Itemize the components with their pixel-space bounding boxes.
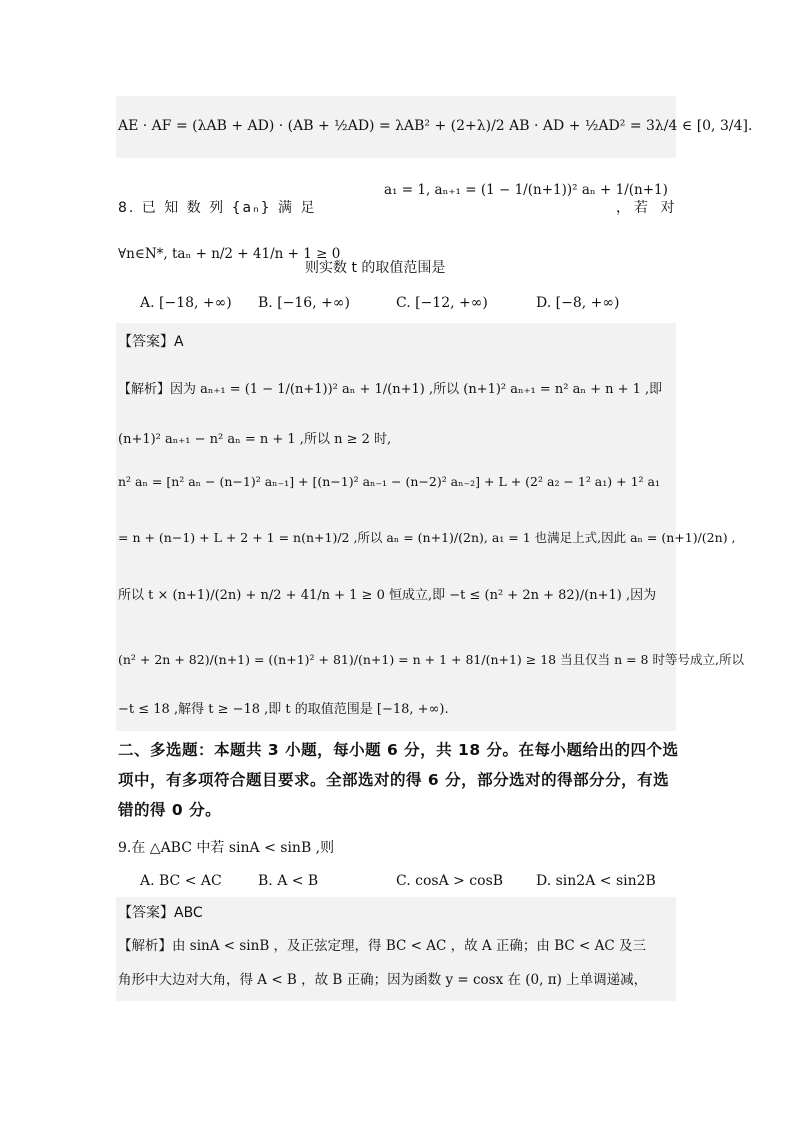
q8-stem-line2: ∀n∈N*, taₙ + n/2 + 41/n + 1 ≥ 0 — [118, 246, 341, 262]
q8-option-d: D. [−8, +∞) — [536, 295, 620, 311]
q8-answer: 【答案】A — [118, 334, 184, 350]
q8-option-b: B. [−16, +∞) — [258, 295, 350, 311]
top-formula: AE · AF = (λAB + AD) · (AB + ½AD) = λAB² + (2+λ)/2 AB · AD + ½AD² = 3λ/4 ∈ [0, 3/4]. — [118, 118, 753, 134]
q9-answer: 【答案】ABC — [118, 905, 203, 921]
q8-stem-line2-tail: 则实数 t 的取值范围是 — [305, 260, 446, 276]
q9-option-a: A. BC < AC — [140, 873, 222, 889]
section-heading-line-3: 错的得 0 分。 — [118, 801, 222, 819]
q8-stem-formula: a₁ = 1, aₙ₊₁ = (1 − 1/(n+1))² aₙ + 1/(n+1) — [384, 182, 668, 198]
q9-option-d: D. sin2A < sin2B — [536, 873, 656, 889]
q8-option-c: C. [−12, +∞) — [396, 295, 488, 311]
q8-solution-line-1: 【解析】因为 aₙ₊₁ = (1 − 1/(n+1))² aₙ + 1/(n+1) ,所以 (n+1)² aₙ₊₁ = n² aₙ + n + 1 ,即 — [118, 382, 663, 397]
q8-solution-line-3: n² aₙ = [n² aₙ − (n−1)² aₙ₋₁] + [(n−1)² aₙ₋₁ − (n−2)² aₙ₋₂] + L + (2² a₂ − 1² a₁) + 1² a₁ — [118, 474, 660, 489]
q8-solution-line-7: −t ≤ 18 ,解得 t ≥ −18 ,即 t 的取值范围是 [−18, +∞). — [118, 702, 449, 717]
q9-option-c: C. cosA > cosB — [396, 873, 504, 889]
q9-option-b: B. A < B — [258, 873, 319, 889]
q8-option-a: A. [−18, +∞) — [140, 295, 232, 311]
q8-solution-line-2: (n+1)² aₙ₊₁ − n² aₙ = n + 1 ,所以 n ≥ 2 时, — [118, 432, 392, 447]
q8-stem-label: 8. 已 知 数 列 {aₙ} 满 足 — [118, 200, 317, 216]
q8-solution-line-4: = n + (n−1) + L + 2 + 1 = n(n+1)/2 ,所以 aₙ = (n+1)/(2n), a₁ = 1 也满足上式,因此 aₙ = (n+1)/(2n) , — [118, 530, 736, 545]
section-heading-line-2: 项中，有多项符合题目要求。全部选对的得 6 分，部分选对的得部分分，有选 — [118, 771, 670, 789]
q9-solution-line-2: 角形中大边对大角，得 A < B ，故 B 正确；因为函数 y = cosx 在 (0, π) 上单调递减， — [118, 972, 648, 988]
q9-stem: 9.在 △ABC 中若 sinA < sinB ,则 — [118, 840, 335, 856]
q8-solution-line-6: (n² + 2n + 82)/(n+1) = ((n+1)² + 81)/(n+1) = n + 1 + 81/(n+1) ≥ 18 当且仅当 n = 8 时等号成立,所以 — [118, 652, 744, 667]
q9-solution-line-1: 【解析】由 sinA < sinB ，及正弦定理，得 BC < AC ，故 A 正确；由 BC < AC 及三 — [118, 938, 646, 954]
section-heading-line-1: 二、多选题：本题共 3 小题，每小题 6 分，共 18 分。在每小题给出的四个选 — [118, 741, 679, 759]
q8-stem-tail: ，若 对 — [616, 200, 679, 216]
q8-solution-line-5: 所以 t × (n+1)/(2n) + n/2 + 41/n + 1 ≥ 0 恒成立,即 −t ≤ (n² + 2n + 82)/(n+1) ,因为 — [118, 588, 657, 603]
